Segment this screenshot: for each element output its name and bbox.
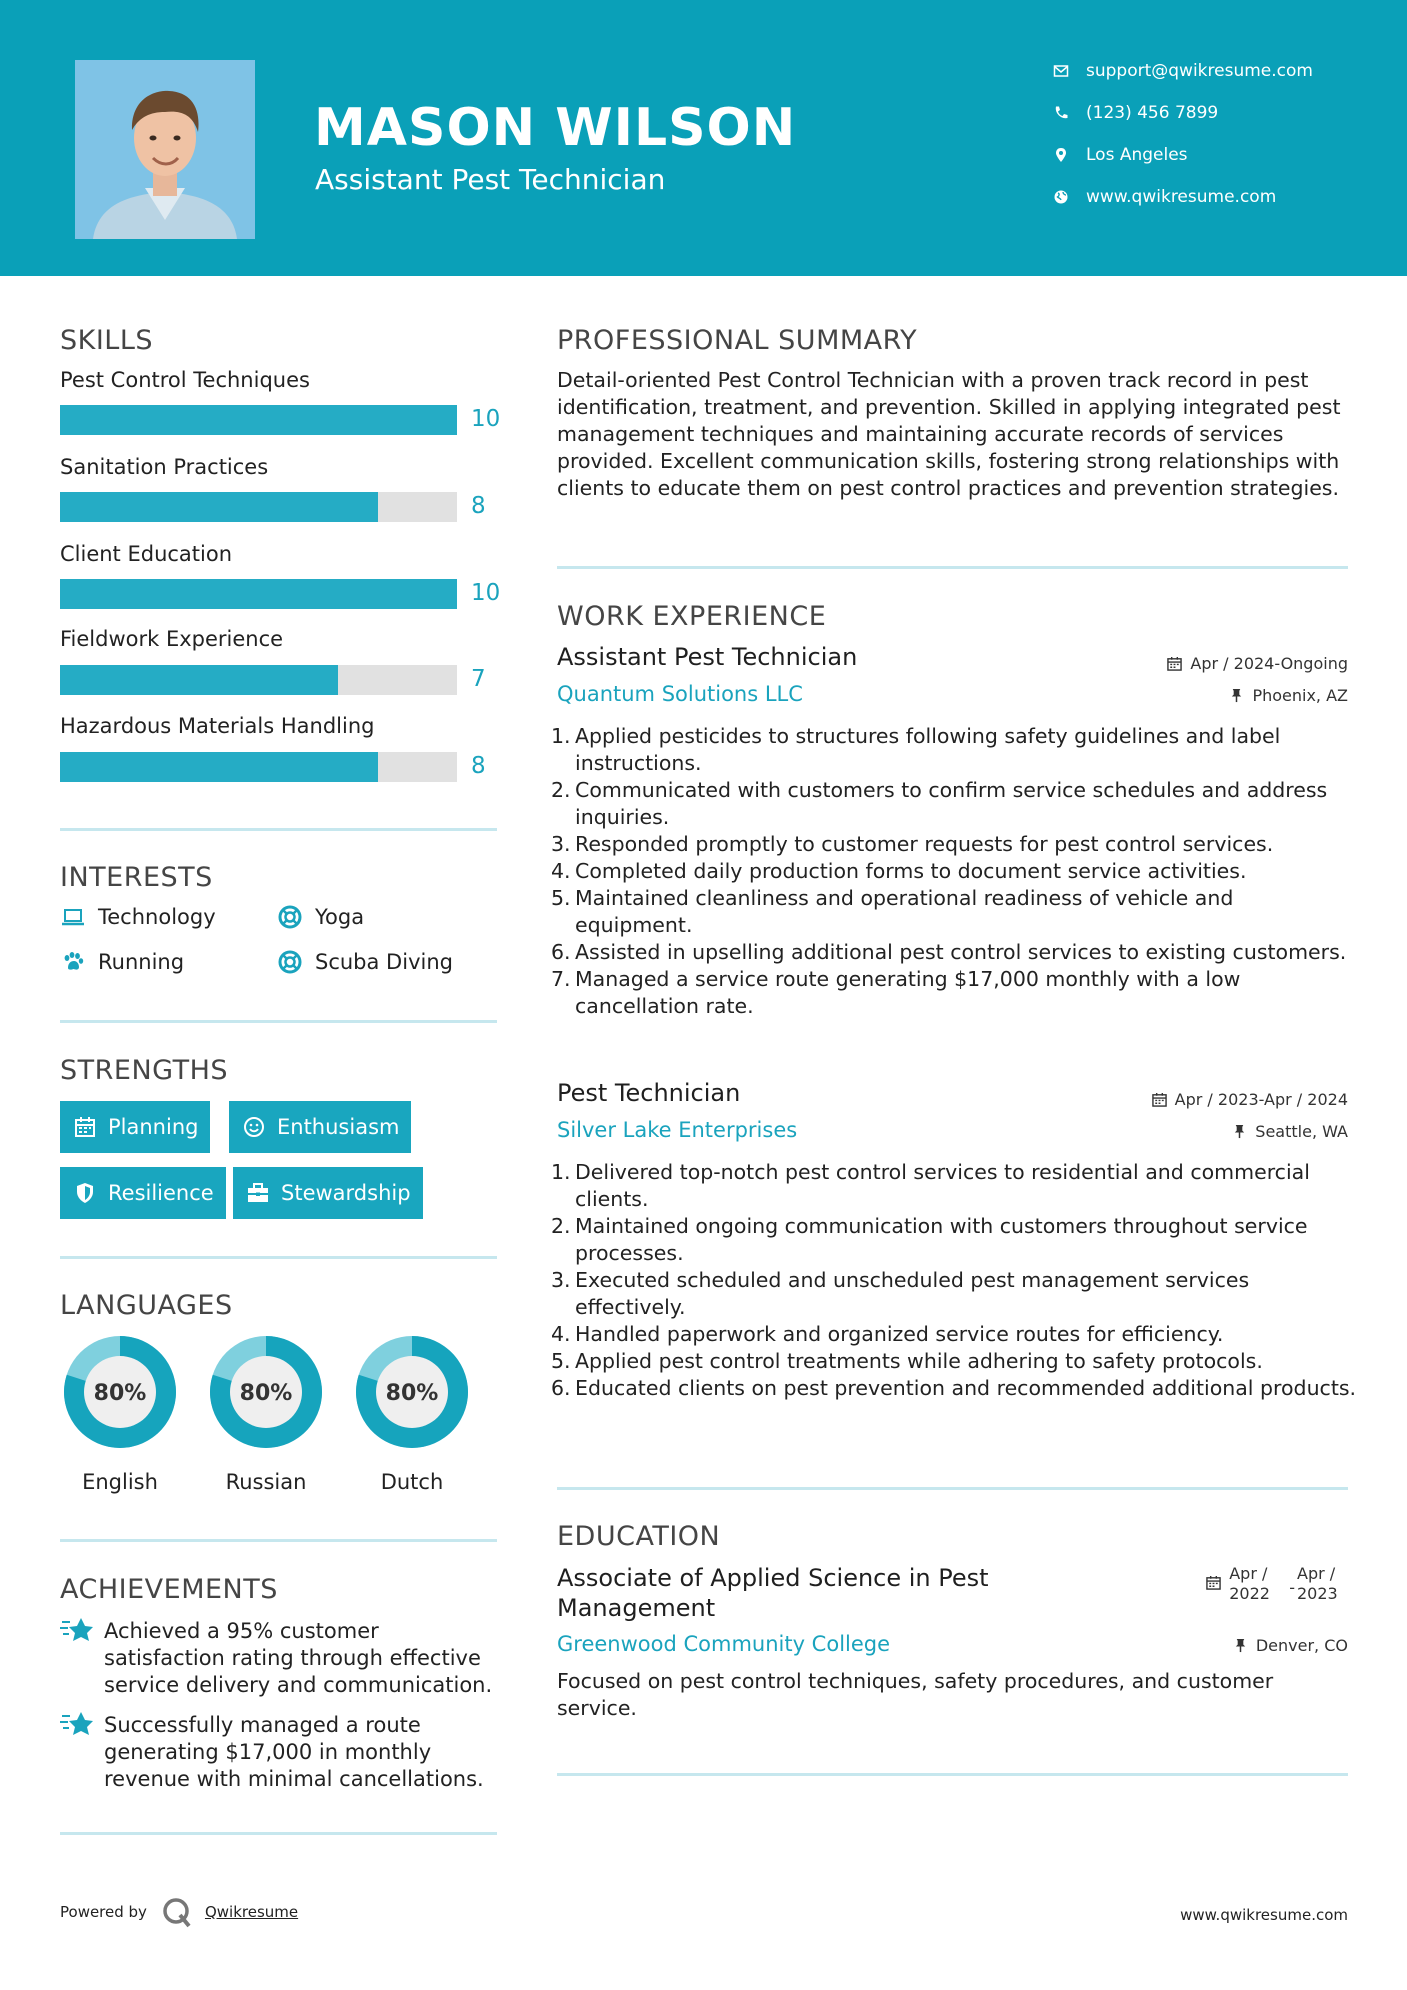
skill-bar-fill [60,665,338,695]
section-divider [60,1539,497,1542]
star-medal-icon [60,1708,94,1742]
interest-label: Technology [98,905,216,929]
list-item: 3. Executed scheduled and unscheduled pest management services effectively. [551,1268,1250,1319]
candidate-title: Assistant Pest Technician [315,163,666,196]
languages-heading: LANGUAGES [60,1290,233,1321]
resume-header [0,0,1407,276]
skill-label: Sanitation Practices [60,455,269,479]
strengths-heading: STRENGTHS [60,1055,229,1086]
strength-label: Resilience [108,1181,214,1205]
achievement-text: Achieved a 95% customer satisfaction rating through effective service delivery and communication. [104,1619,493,1697]
interests-heading: INTERESTS [60,862,213,893]
skill-label: Client Education [60,542,233,566]
section-divider [557,566,1348,569]
section-divider [60,1020,497,1023]
pushpin-icon [1233,1638,1248,1653]
job-title: Pest Technician [557,1079,741,1107]
star-medal-icon [60,1614,94,1648]
list-item: 6. Assisted in upselling additional pest control services to existing customers. [551,940,1347,964]
achievement-item [60,1712,500,1793]
list-item: 7. Managed a service route generating $17,000 monthly with a low cancellation rate. [551,967,1241,1018]
contact-email-text: support@qwikresume.com [1086,61,1313,81]
language-item [350,1330,474,1494]
list-item: 1. Applied pesticides to structures following safety guidelines and label instructions. [551,724,1281,775]
school-name: Greenwood Community College [557,1632,891,1656]
section-divider [60,1256,497,1259]
phone-icon [1050,102,1072,124]
achievements-heading: ACHIEVEMENTS [60,1574,278,1605]
language-ring [350,1330,474,1454]
strength-chip [229,1101,411,1153]
calendar-icon [1167,656,1182,671]
globe-icon [1050,186,1072,208]
footer-powered-by [60,1896,298,1928]
skill-label: Fieldwork Experience [60,627,284,651]
section-divider [557,1487,1348,1490]
envelope-icon [1050,60,1072,82]
job-responsibilities [551,723,1357,1020]
company-name: Quantum Solutions LLC [557,682,803,706]
laptop-icon [60,904,86,930]
briefcase-icon [245,1180,271,1206]
skill-bar [60,665,457,695]
strength-chip [233,1167,423,1219]
skill-bar [60,752,457,782]
education-date-separator: - [1289,1578,1295,1597]
language-name: Dutch [380,1470,444,1494]
language-item [58,1330,182,1494]
list-item: 4. Completed daily production forms to document service activities. [551,859,1247,883]
candidate-name: MASON WILSON [314,98,797,158]
language-percent: 80% [385,1381,439,1406]
summary-heading: PROFESSIONAL SUMMARY [557,325,918,356]
interest-label: Yoga [315,905,365,929]
qwikresume-logo-icon [161,1896,193,1928]
brand-link[interactable]: Qwikresume [204,1903,299,1921]
education-date [1206,1564,1347,1604]
footer-url[interactable]: www.qwikresume.com [1180,1906,1348,1924]
skill-bar-fill [60,492,378,522]
language-name: Russian [225,1470,307,1494]
contact-website[interactable] [1050,182,1276,212]
skill-value: 10 [471,406,501,432]
language-item [204,1330,328,1494]
list-item: 2. Communicated with customers to confirm service schedules and address inquiries. [551,778,1328,829]
achievement-item [60,1618,500,1699]
interest-label: Running [98,950,185,974]
strength-label: Planning [108,1115,199,1139]
skill-value: 8 [471,493,486,519]
powered-by-text: Powered by [60,1903,147,1921]
person-portrait-icon [75,60,255,239]
list-item: 3. Responded promptly to customer requests for pest control services. [551,832,1274,856]
language-name: English [82,1470,158,1494]
skill-bar-fill [60,405,457,435]
list-item: 1. Delivered top-notch pest control services to residential and commercial clients. [551,1160,1310,1211]
strength-label: Stewardship [281,1181,411,1205]
job-date-text: Apr / 2024-Ongoing [1190,654,1348,673]
education-location [1233,1636,1348,1655]
smile-icon [241,1114,267,1140]
list-item: 4. Handled paperwork and organized service routes for efficiency. [551,1322,1224,1346]
interest-item [277,904,364,930]
interest-item [277,949,453,975]
profile-photo [75,60,255,239]
job-location [1229,686,1348,705]
calendar-icon [1152,1092,1167,1107]
list-item: 5. Maintained cleanliness and operational readiness of vehicle and equipment. [551,886,1234,937]
achievement-text: Successfully managed a route generating $17,000 in monthly revenue with minimal cancellations. [104,1713,484,1791]
interest-item [60,904,216,930]
job-date [1152,1090,1348,1109]
skill-label: Hazardous Materials Handling [60,714,375,738]
section-divider [557,1773,1348,1776]
education-date-start: Apr / 2022 [1229,1564,1270,1603]
skills-heading: SKILLS [60,325,154,356]
calendar-icon [1206,1575,1221,1590]
pushpin-icon [1232,1124,1247,1139]
education-heading: EDUCATION [557,1521,721,1552]
summary-text: Detail-oriented Pest Control Technician with a proven track record in pest identification, treatment, and prevention. Skilled in applying integrated pest management techniques and maintaining accurate records of services provided. Excellent communication skills, fostering strong relationships with clients to educate them on pest control practices and prevention strategies. [557,368,1341,500]
education-location-text: Denver, CO [1255,1636,1348,1655]
skill-bar-fill [60,579,457,609]
lifebuoy-icon [277,904,303,930]
list-item: 5. Applied pest control treatments while adhering to safety protocols. [551,1349,1263,1373]
lifebuoy-icon [277,949,303,975]
job-date [1167,654,1348,673]
contact-website-text: www.qwikresume.com [1086,187,1277,207]
map-pin-icon [1050,144,1072,166]
contact-location-text: Los Angeles [1086,145,1188,165]
language-ring [204,1330,328,1454]
job-responsibilities [551,1159,1357,1402]
contact-phone-text: (123) 456 7899 [1086,103,1219,123]
degree-title: Associate of Applied Science in Pest Management [557,1564,989,1622]
list-item: 2. Maintained ongoing communication with customers throughout service processes. [551,1214,1308,1265]
skill-value: 10 [471,580,501,606]
skill-bar [60,492,457,522]
education-description: Focused on pest control techniques, safety procedures, and customer service. [557,1669,1274,1720]
skill-bar [60,579,457,609]
strength-chip [60,1167,226,1219]
strength-label: Enthusiasm [277,1115,400,1139]
skill-value: 8 [471,753,486,779]
strength-chip [60,1101,210,1153]
pushpin-icon [1229,688,1244,703]
language-percent: 80% [93,1381,147,1406]
job-location [1232,1122,1348,1141]
skill-bar [60,405,457,435]
section-divider [60,828,497,831]
skill-bar-fill [60,752,378,782]
interest-item [60,949,184,975]
contact-email[interactable] [1050,56,1313,86]
job-date-text: Apr / 2023-Apr / 2024 [1174,1090,1348,1109]
list-item: 6. Educated clients on pest prevention and recommended additional products. [551,1376,1357,1400]
company-name: Silver Lake Enterprises [557,1118,798,1142]
section-divider [60,1832,497,1835]
experience-heading: WORK EXPERIENCE [557,601,827,632]
job-title: Assistant Pest Technician [557,643,858,671]
language-percent: 80% [239,1381,293,1406]
interest-label: Scuba Diving [315,950,453,974]
education-date-end: Apr / 2023 [1297,1564,1338,1603]
job-location-text: Seattle, WA [1255,1122,1348,1141]
calendar-icon [72,1114,98,1140]
job-location-text: Phoenix, AZ [1252,686,1348,705]
skill-label: Pest Control Techniques [60,368,310,392]
language-ring [58,1330,182,1454]
contact-phone[interactable] [1050,98,1218,128]
skill-value: 7 [471,666,486,692]
shield-icon [72,1180,98,1206]
paw-icon [60,949,86,975]
contact-location [1050,140,1188,170]
